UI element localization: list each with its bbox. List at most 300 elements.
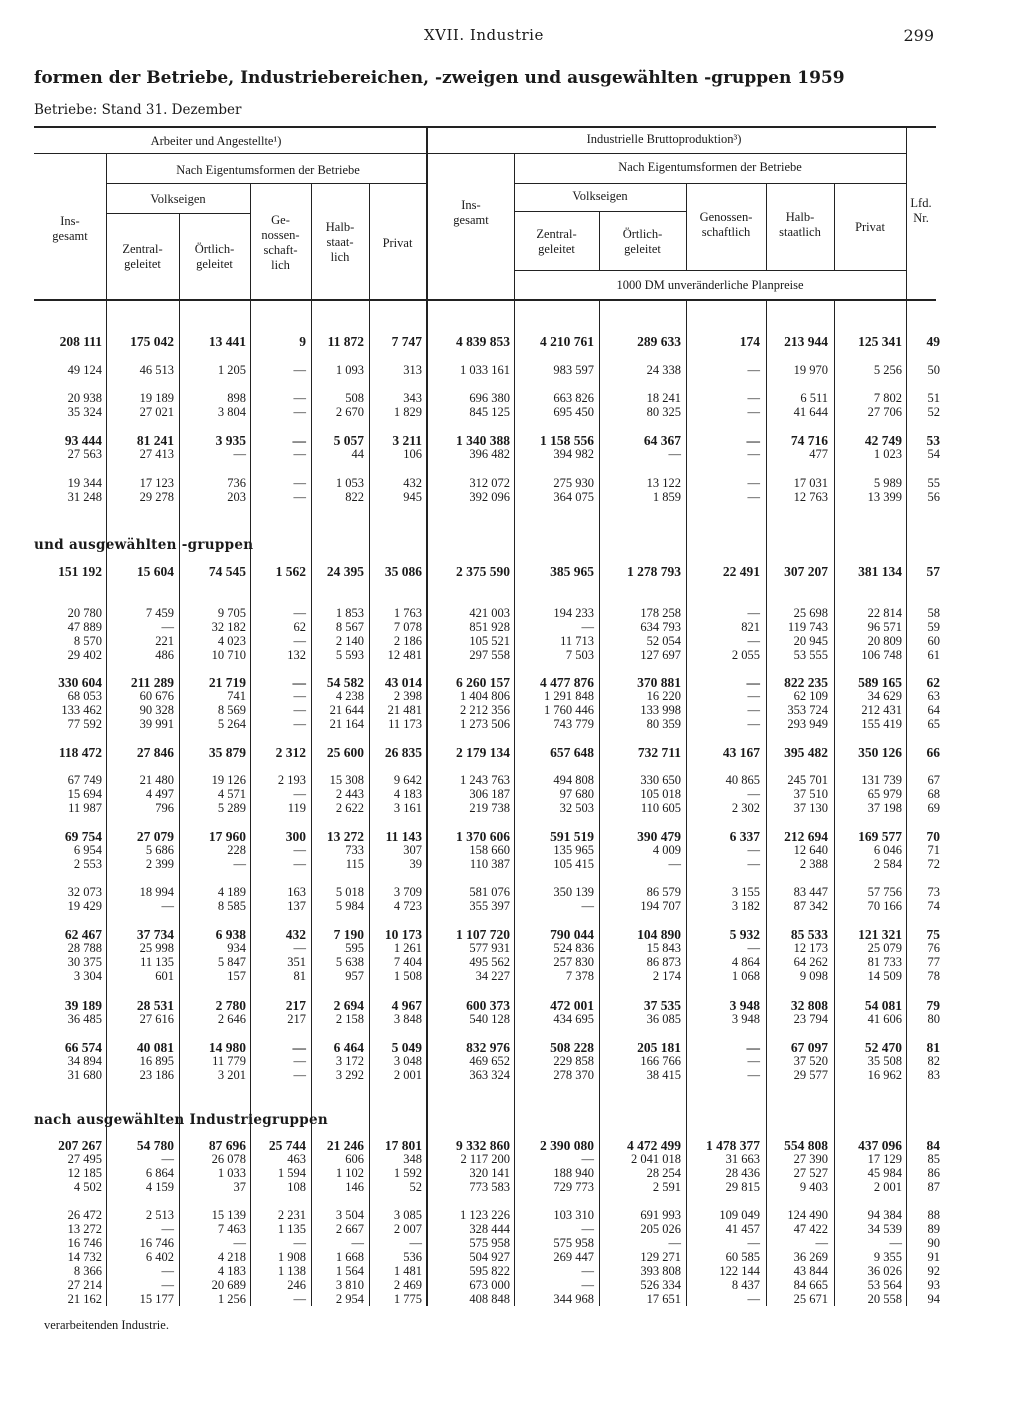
cell-prod-local: 15 843 bbox=[646, 941, 681, 955]
cell-prod-coop: 41 457 bbox=[725, 1222, 760, 1236]
cell-prod-local: 52 054 bbox=[646, 634, 681, 648]
cell-prod-central: — bbox=[581, 1152, 594, 1166]
cell-total: 13 272 bbox=[67, 1222, 102, 1236]
cell-semi: 115 bbox=[345, 857, 364, 871]
header-workers-ownership: Nach Eigentumsformen der Betriebe bbox=[176, 163, 360, 177]
cell-prod-central: 278 370 bbox=[553, 1068, 594, 1082]
cell-total: 30 375 bbox=[67, 955, 102, 969]
cell-prod-coop: 22 491 bbox=[722, 564, 760, 579]
cell-prod-private: 350 126 bbox=[858, 745, 902, 760]
cell-local: 35 879 bbox=[208, 745, 246, 760]
cell-central: 15 604 bbox=[136, 564, 174, 579]
cell-prod-total: 845 125 bbox=[469, 405, 510, 419]
cell-semi: 822 bbox=[345, 490, 364, 504]
cell-prod-private: 27 706 bbox=[867, 405, 902, 419]
cell-prod-semi: 43 844 bbox=[793, 1264, 828, 1278]
cell-prod-private: 5 256 bbox=[873, 363, 902, 377]
table-row bbox=[0, 787, 1024, 801]
cell-total: 31 680 bbox=[67, 1068, 102, 1082]
cell-prod-total: 1 243 763 bbox=[460, 773, 510, 787]
cell-private: 10 173 bbox=[384, 927, 422, 942]
cell-prod-central: 194 233 bbox=[553, 606, 594, 620]
cell-central: 6 864 bbox=[145, 1166, 174, 1180]
cell-prod-central: 364 075 bbox=[553, 490, 594, 504]
cell-prod-coop: — bbox=[747, 941, 760, 955]
cell-prod-coop: 109 049 bbox=[719, 1208, 760, 1222]
cell-semi: 1 853 bbox=[335, 606, 364, 620]
cell-coop: — bbox=[292, 433, 306, 448]
cell-prod-private: 22 814 bbox=[867, 606, 902, 620]
cell-prod-total: 421 003 bbox=[469, 606, 510, 620]
cell-local: 203 bbox=[227, 490, 246, 504]
chapter-title: XVII. Industrie bbox=[424, 26, 544, 44]
page-number: 299 bbox=[903, 26, 934, 45]
cell-prod-central: 103 310 bbox=[553, 1208, 594, 1222]
cell-prod-semi: 293 949 bbox=[787, 717, 828, 731]
cell-prod-private: 20 558 bbox=[867, 1292, 902, 1306]
header-production-private: Privat bbox=[855, 220, 885, 234]
production-ownership-rule bbox=[514, 183, 906, 184]
running-header bbox=[0, 26, 1024, 46]
cell-prod-central: 1 760 446 bbox=[544, 703, 594, 717]
cell-row-number: 69 bbox=[927, 801, 940, 815]
cell-local: 1 033 bbox=[217, 1166, 246, 1180]
cell-prod-semi: 124 490 bbox=[787, 1208, 828, 1222]
cell-private: 7 747 bbox=[391, 334, 422, 349]
cell-prod-semi: 62 109 bbox=[793, 689, 828, 703]
cell-coop: — bbox=[293, 857, 306, 871]
cell-coop: 132 bbox=[287, 648, 306, 662]
cell-coop: 108 bbox=[287, 1180, 306, 1194]
workers-volkseigen-rule bbox=[106, 213, 250, 214]
cell-semi: 2 140 bbox=[335, 634, 364, 648]
cell-local: 2 646 bbox=[217, 1012, 246, 1026]
cell-prod-local: 24 338 bbox=[646, 363, 681, 377]
cell-private: 3 048 bbox=[393, 1054, 422, 1068]
cell-row-number: 54 bbox=[927, 447, 940, 461]
cell-row-number: 91 bbox=[927, 1250, 940, 1264]
cell-prod-total: 577 931 bbox=[469, 941, 510, 955]
cell-prod-central: 1 158 556 bbox=[540, 433, 594, 448]
cell-prod-private: 94 384 bbox=[867, 1208, 902, 1222]
cell-prod-central: 729 773 bbox=[553, 1180, 594, 1194]
cell-private: 11 173 bbox=[388, 717, 422, 731]
cell-prod-local: 127 697 bbox=[640, 648, 681, 662]
cell-prod-semi: 307 207 bbox=[784, 564, 828, 579]
cell-semi: 11 872 bbox=[327, 334, 364, 349]
cell-prod-central: 2 390 080 bbox=[540, 1138, 594, 1153]
cell-coop: 2 231 bbox=[277, 1208, 306, 1222]
cell-coop: — bbox=[292, 1040, 306, 1055]
table-row bbox=[0, 564, 1024, 578]
cell-prod-local: 17 651 bbox=[646, 1292, 681, 1306]
cell-prod-total: 363 324 bbox=[469, 1068, 510, 1082]
cell-coop: 9 bbox=[299, 334, 306, 349]
table-row bbox=[0, 1040, 1024, 1054]
cell-semi: 2 670 bbox=[335, 405, 364, 419]
cell-local: 1 256 bbox=[217, 1292, 246, 1306]
cell-prod-local: 370 881 bbox=[637, 675, 681, 690]
cell-private: 1 763 bbox=[393, 606, 422, 620]
cell-prod-total: 1 404 806 bbox=[460, 689, 510, 703]
cell-central: 25 998 bbox=[139, 941, 174, 955]
cell-prod-private: 437 096 bbox=[858, 1138, 902, 1153]
cell-total: 19 344 bbox=[67, 476, 102, 490]
cell-prod-semi: 19 970 bbox=[793, 363, 828, 377]
cell-row-number: 51 bbox=[927, 391, 940, 405]
cell-total: 19 429 bbox=[67, 899, 102, 913]
cell-prod-semi: 74 716 bbox=[790, 433, 828, 448]
cell-central: 18 994 bbox=[139, 885, 174, 899]
table-row bbox=[0, 648, 1024, 662]
cell-prod-private: 54 081 bbox=[864, 998, 902, 1013]
cell-prod-central: 105 415 bbox=[553, 857, 594, 871]
cell-central: 21 480 bbox=[139, 773, 174, 787]
cell-semi: 6 464 bbox=[333, 1040, 364, 1055]
cell-row-number: 78 bbox=[927, 969, 940, 983]
cell-prod-local: 2 591 bbox=[652, 1180, 681, 1194]
cell-local: 5 847 bbox=[217, 955, 246, 969]
cell-central: 19 189 bbox=[139, 391, 174, 405]
cell-coop: 1 138 bbox=[277, 1264, 306, 1278]
cell-prod-private: 212 431 bbox=[861, 703, 902, 717]
cell-prod-private: 106 748 bbox=[861, 648, 902, 662]
cell-coop: 137 bbox=[287, 899, 306, 913]
cell-prod-coop: 3 948 bbox=[729, 998, 760, 1013]
cell-row-number: 49 bbox=[926, 334, 940, 349]
cell-prod-central: 1 291 848 bbox=[544, 689, 594, 703]
cell-row-number: 70 bbox=[926, 829, 940, 844]
cell-prod-semi: 12 640 bbox=[793, 843, 828, 857]
cell-prod-total: 6 260 157 bbox=[456, 675, 510, 690]
cell-prod-semi: 477 bbox=[809, 447, 828, 461]
cell-prod-coop: — bbox=[747, 405, 760, 419]
cell-prod-total: 2 179 134 bbox=[456, 745, 510, 760]
cell-semi: 7 190 bbox=[333, 927, 364, 942]
cell-local: 3 804 bbox=[217, 405, 246, 419]
table-row bbox=[0, 955, 1024, 969]
cell-private: 3 085 bbox=[393, 1208, 422, 1222]
cell-private: 26 835 bbox=[384, 745, 422, 760]
table-row bbox=[0, 1250, 1024, 1264]
table-row bbox=[0, 773, 1024, 787]
cell-central: — bbox=[161, 1152, 174, 1166]
cell-prod-total: 312 072 bbox=[469, 476, 510, 490]
table-row bbox=[0, 717, 1024, 731]
cell-prod-total: 2 212 356 bbox=[460, 703, 510, 717]
cell-prod-central: 4 210 761 bbox=[540, 334, 594, 349]
cell-prod-semi: 23 794 bbox=[793, 1012, 828, 1026]
table-row bbox=[0, 1068, 1024, 1082]
cell-semi: 21 246 bbox=[326, 1138, 364, 1153]
cell-prod-central: 229 858 bbox=[553, 1054, 594, 1068]
cell-private: 5 049 bbox=[391, 1040, 422, 1055]
cell-prod-central: 7 503 bbox=[565, 648, 594, 662]
cell-central: 6 402 bbox=[145, 1250, 174, 1264]
cell-central: 17 123 bbox=[139, 476, 174, 490]
cell-row-number: 61 bbox=[927, 648, 940, 662]
cell-local: 4 023 bbox=[217, 634, 246, 648]
cell-private: 1 508 bbox=[393, 969, 422, 983]
cell-semi: 5 057 bbox=[333, 433, 364, 448]
cell-prod-coop: — bbox=[747, 857, 760, 871]
cell-local: 13 441 bbox=[208, 334, 246, 349]
cell-central: 5 686 bbox=[145, 843, 174, 857]
cell-central: 39 991 bbox=[139, 717, 174, 731]
cell-prod-semi: 12 763 bbox=[793, 490, 828, 504]
cell-private: 3 211 bbox=[392, 433, 422, 448]
cell-prod-coop: 31 663 bbox=[725, 1152, 760, 1166]
cell-local: 736 bbox=[227, 476, 246, 490]
cell-prod-total: 832 976 bbox=[466, 1040, 510, 1055]
cell-total: 6 954 bbox=[73, 843, 102, 857]
cell-prod-central: 472 001 bbox=[550, 998, 594, 1013]
cell-prod-private: 121 321 bbox=[858, 927, 902, 942]
table-row bbox=[0, 1208, 1024, 1222]
cell-prod-private: 34 629 bbox=[867, 689, 902, 703]
cell-local: 9 705 bbox=[217, 606, 246, 620]
cell-row-number: 68 bbox=[927, 787, 940, 801]
cell-prod-semi: 2 388 bbox=[799, 857, 828, 871]
cell-prod-coop: — bbox=[747, 447, 760, 461]
cell-coop: 246 bbox=[287, 1278, 306, 1292]
cell-prod-total: 392 096 bbox=[469, 490, 510, 504]
cell-private: 43 014 bbox=[384, 675, 422, 690]
cell-prod-total: 2 117 200 bbox=[460, 1152, 510, 1166]
cell-prod-local: 691 993 bbox=[640, 1208, 681, 1222]
cell-row-number: 90 bbox=[927, 1236, 940, 1250]
cell-local: — bbox=[233, 857, 246, 871]
cell-prod-total: 1 273 506 bbox=[460, 717, 510, 731]
table-subtitle: Betriebe: Stand 31. Dezember bbox=[34, 102, 242, 118]
cell-coop: 81 bbox=[293, 969, 306, 983]
cell-semi: 2 954 bbox=[335, 1292, 364, 1306]
cell-semi: 2 443 bbox=[335, 787, 364, 801]
cell-prod-private: 1 023 bbox=[873, 447, 902, 461]
header-workers-volkseigen: Volkseigen bbox=[150, 192, 206, 206]
cell-coop: — bbox=[293, 1236, 306, 1250]
cell-local: — bbox=[233, 447, 246, 461]
cell-total: 11 987 bbox=[68, 801, 102, 815]
cell-central: 796 bbox=[155, 801, 174, 815]
cell-local: 87 696 bbox=[208, 1138, 246, 1153]
header-production-central: Zentral- geleitet bbox=[536, 227, 577, 256]
cell-prod-semi: 554 808 bbox=[784, 1138, 828, 1153]
cell-prod-local: 526 334 bbox=[640, 1278, 681, 1292]
cell-prod-local: 732 711 bbox=[637, 745, 681, 760]
cell-prod-central: — bbox=[581, 1278, 594, 1292]
cell-prod-local: 64 367 bbox=[643, 433, 681, 448]
cell-prod-local: 38 415 bbox=[646, 1068, 681, 1082]
cell-central: 2 513 bbox=[145, 1208, 174, 1222]
cell-prod-private: 37 198 bbox=[867, 801, 902, 815]
cell-total: 12 185 bbox=[67, 1166, 102, 1180]
cell-prod-coop: — bbox=[747, 717, 760, 731]
cell-prod-local: 80 359 bbox=[646, 717, 681, 731]
cell-prod-coop: — bbox=[747, 476, 760, 490]
cell-row-number: 89 bbox=[927, 1222, 940, 1236]
cell-total: 49 124 bbox=[67, 363, 102, 377]
cell-prod-semi: 41 644 bbox=[793, 405, 828, 419]
cell-prod-total: 158 660 bbox=[469, 843, 510, 857]
cell-central: 28 531 bbox=[136, 998, 174, 1013]
cell-prod-total: 110 387 bbox=[469, 857, 510, 871]
cell-private: 17 801 bbox=[384, 1138, 422, 1153]
cell-coop: — bbox=[292, 675, 306, 690]
cell-prod-local: 1 278 793 bbox=[627, 564, 681, 579]
cell-prod-private: — bbox=[889, 1236, 902, 1250]
cell-local: 21 719 bbox=[208, 675, 246, 690]
cell-prod-local: 86 873 bbox=[646, 955, 681, 969]
cell-local: 4 571 bbox=[217, 787, 246, 801]
table-row bbox=[0, 829, 1024, 843]
cell-prod-local: 110 605 bbox=[640, 801, 681, 815]
header-workers-coop: Ge- nossen- schaft- lich bbox=[261, 213, 300, 272]
cell-semi: 146 bbox=[345, 1180, 364, 1194]
section-title-branches: und ausgewählten -gruppen bbox=[34, 537, 254, 553]
cell-private: 3 161 bbox=[393, 801, 422, 815]
cell-total: 62 467 bbox=[64, 927, 102, 942]
header-workers-semi: Halb- staat- lich bbox=[325, 220, 355, 264]
header-workers-total: Ins- gesamt bbox=[52, 214, 88, 243]
cell-total: 14 732 bbox=[67, 1250, 102, 1264]
cell-row-number: 63 bbox=[927, 689, 940, 703]
cell-semi: 957 bbox=[345, 969, 364, 983]
cell-coop: — bbox=[293, 787, 306, 801]
cell-coop: 217 bbox=[287, 1012, 306, 1026]
cell-semi: 5 018 bbox=[335, 885, 364, 899]
cell-central: 486 bbox=[155, 648, 174, 662]
cell-prod-local: 4 009 bbox=[652, 843, 681, 857]
cell-prod-private: 35 508 bbox=[867, 1054, 902, 1068]
cell-prod-total: 773 583 bbox=[469, 1180, 510, 1194]
cell-private: 21 481 bbox=[387, 703, 422, 717]
cell-row-number: 85 bbox=[927, 1152, 940, 1166]
cell-local: 11 779 bbox=[212, 1054, 246, 1068]
cell-row-number: 93 bbox=[927, 1278, 940, 1292]
cell-semi: 21 644 bbox=[329, 703, 364, 717]
cell-prod-semi: 353 724 bbox=[787, 703, 828, 717]
cell-local: 10 710 bbox=[211, 648, 246, 662]
cell-prod-total: 581 076 bbox=[469, 885, 510, 899]
cell-prod-private: 96 571 bbox=[867, 620, 902, 634]
cell-total: 31 248 bbox=[67, 490, 102, 504]
cell-prod-private: 70 166 bbox=[867, 899, 902, 913]
cell-prod-local: 86 579 bbox=[646, 885, 681, 899]
cell-coop: — bbox=[293, 717, 306, 731]
cell-prod-total: 469 652 bbox=[469, 1054, 510, 1068]
table-row bbox=[0, 801, 1024, 815]
cell-prod-total: 105 521 bbox=[469, 634, 510, 648]
cell-semi: 3 292 bbox=[335, 1068, 364, 1082]
cell-prod-total: 9 332 860 bbox=[456, 1138, 510, 1153]
table-row bbox=[0, 885, 1024, 899]
cell-row-number: 72 bbox=[927, 857, 940, 871]
cell-prod-coop: 821 bbox=[741, 620, 760, 634]
cell-prod-total: 2 375 590 bbox=[456, 564, 510, 579]
cell-row-number: 60 bbox=[927, 634, 940, 648]
cell-prod-central: 743 779 bbox=[553, 717, 594, 731]
cell-central: 175 042 bbox=[130, 334, 174, 349]
cell-private: 3 709 bbox=[393, 885, 422, 899]
cell-local: 4 189 bbox=[217, 885, 246, 899]
cell-central: 54 780 bbox=[136, 1138, 174, 1153]
cell-central: 81 241 bbox=[136, 433, 174, 448]
cell-coop: 62 bbox=[293, 620, 306, 634]
cell-semi: 5 593 bbox=[335, 648, 364, 662]
cell-total: 8 366 bbox=[73, 1264, 102, 1278]
cell-prod-central: 524 836 bbox=[553, 941, 594, 955]
cell-prod-local: 205 181 bbox=[637, 1040, 681, 1055]
cell-prod-total: 34 227 bbox=[475, 969, 510, 983]
cell-prod-total: 1 107 720 bbox=[456, 927, 510, 942]
header-production-semi: Halb- staatlich bbox=[779, 210, 821, 239]
cell-semi: 2 622 bbox=[335, 801, 364, 815]
cell-private: 7 078 bbox=[393, 620, 422, 634]
table-row bbox=[0, 998, 1024, 1012]
cell-prod-central: 508 228 bbox=[550, 1040, 594, 1055]
cell-semi: 1 093 bbox=[335, 363, 364, 377]
cell-central: 23 186 bbox=[139, 1068, 174, 1082]
cell-coop: 2 193 bbox=[277, 773, 306, 787]
cell-prod-central: 350 139 bbox=[553, 885, 594, 899]
cell-private: 12 481 bbox=[387, 648, 422, 662]
cell-prod-local: 36 085 bbox=[646, 1012, 681, 1026]
cell-prod-coop: — bbox=[747, 843, 760, 857]
cell-coop: 463 bbox=[287, 1152, 306, 1166]
cell-prod-semi: 37 520 bbox=[793, 1054, 828, 1068]
cell-prod-local: 2 174 bbox=[652, 969, 681, 983]
cell-private: 313 bbox=[403, 363, 422, 377]
cell-prod-coop: — bbox=[747, 634, 760, 648]
cell-prod-private: 17 129 bbox=[867, 1152, 902, 1166]
cell-central: — bbox=[161, 620, 174, 634]
table-row bbox=[0, 1278, 1024, 1292]
cell-local: 6 938 bbox=[215, 927, 246, 942]
cell-prod-total: 1 033 161 bbox=[460, 363, 510, 377]
header-top-rule bbox=[34, 126, 936, 128]
cell-private: 106 bbox=[403, 447, 422, 461]
cell-prod-local: 16 220 bbox=[646, 689, 681, 703]
cell-prod-central: 983 597 bbox=[553, 363, 594, 377]
table-row bbox=[0, 1292, 1024, 1306]
cell-total: 27 214 bbox=[67, 1278, 102, 1292]
cell-private: 7 404 bbox=[393, 955, 422, 969]
cell-prod-local: 330 650 bbox=[640, 773, 681, 787]
header-production-volkseigen: Volkseigen bbox=[572, 189, 628, 203]
unit-note-rule bbox=[514, 270, 906, 271]
cell-prod-private: 34 539 bbox=[867, 1222, 902, 1236]
cell-row-number: 64 bbox=[927, 703, 940, 717]
cell-total: 47 889 bbox=[67, 620, 102, 634]
cell-row-number: 84 bbox=[926, 1138, 940, 1153]
header-workers-central: Zentral- geleitet bbox=[122, 242, 163, 271]
cell-prod-coop: 4 864 bbox=[731, 955, 760, 969]
footnote: verarbeitenden Industrie. bbox=[44, 1318, 169, 1332]
cell-semi: 24 395 bbox=[326, 564, 364, 579]
cell-prod-local: 104 890 bbox=[637, 927, 681, 942]
cell-local: 14 980 bbox=[208, 1040, 246, 1055]
cell-prod-semi: 64 262 bbox=[793, 955, 828, 969]
cell-row-number: 71 bbox=[927, 843, 940, 857]
cell-coop: — bbox=[293, 634, 306, 648]
cell-coop: — bbox=[293, 405, 306, 419]
cell-central: — bbox=[161, 1264, 174, 1278]
cell-total: 207 267 bbox=[58, 1138, 102, 1153]
cell-prod-local: 37 535 bbox=[643, 998, 681, 1013]
cell-semi: 1 564 bbox=[335, 1264, 364, 1278]
cell-private: 39 bbox=[409, 857, 422, 871]
